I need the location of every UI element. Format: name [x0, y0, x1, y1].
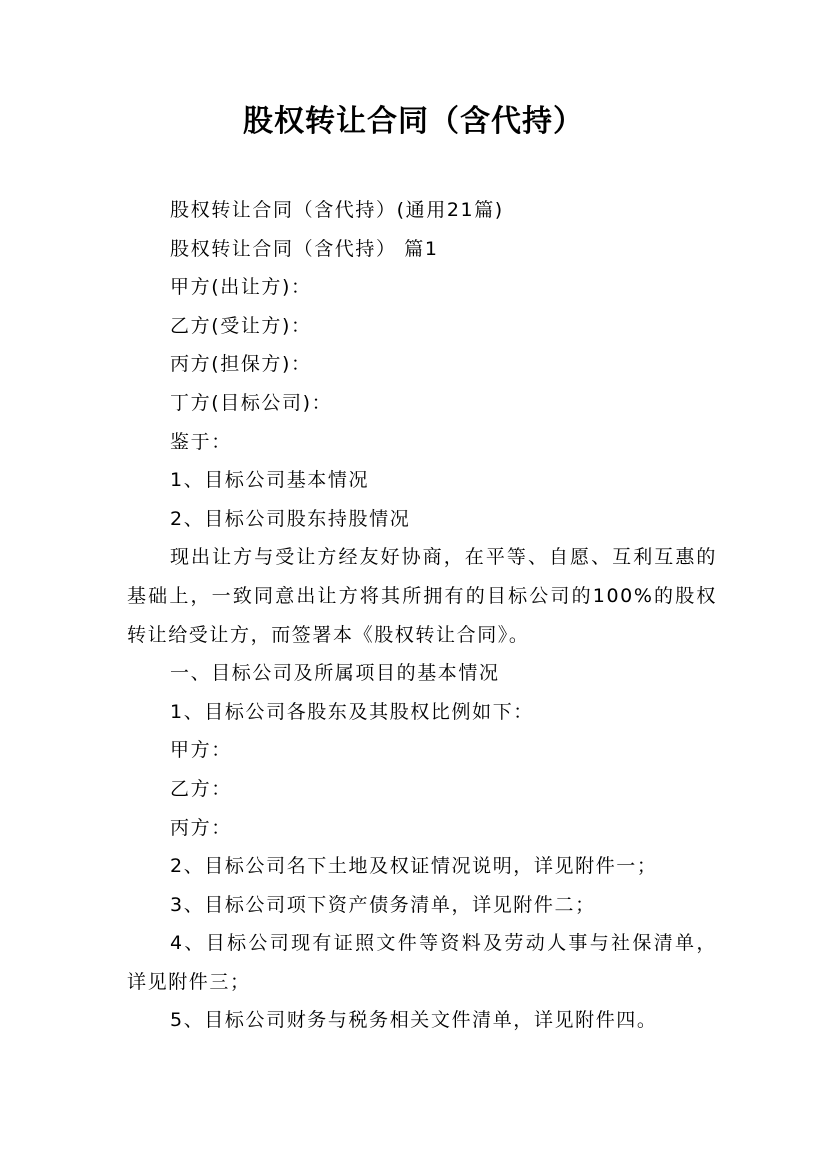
paragraph-party-b: 乙方(受让方)：: [170, 314, 312, 337]
paragraph-item: 4、目标公司现有证照文件等资料及劳动人事与社保清单，详见附件三；: [127, 932, 717, 993]
paragraph-item: 1、目标公司各股东及其股权比例如下：: [170, 700, 534, 723]
paragraph-section-heading: 一、目标公司及所属项目的基本情况: [170, 662, 500, 685]
paragraph-item: 3、目标公司项下资产债务清单，详见附件二；: [170, 893, 596, 916]
paragraph-item: 1、目标公司基本情况: [170, 469, 370, 492]
paragraph-shareholder: 甲方：: [170, 739, 232, 762]
paragraph-party-a: 甲方(出让方)：: [170, 276, 312, 299]
paragraph-shareholder: 丙方：: [170, 816, 232, 839]
paragraph-preamble: 现出让方与受让方经友好协商，在平等、自愿、互利互惠的基础上，一致同意出让方将其所拥有的目标公司的100%的股权转让给受让方，而签署本《股权转让合同》。: [127, 546, 717, 646]
paragraph-item: 5、目标公司财务与税务相关文件清单，详见附件四。: [170, 1009, 658, 1032]
paragraph-shareholder: 乙方：: [170, 777, 232, 800]
paragraph-party-d: 丁方(目标公司)：: [170, 391, 333, 414]
paragraph-party-c: 丙方(担保方)：: [170, 353, 312, 376]
paragraph-chapter-heading: 股权转让合同（含代持） 篇1: [170, 237, 439, 260]
paragraph-collection-title: 股权转让合同（含代持）(通用21篇): [170, 199, 504, 221]
paragraph-item: 2、目标公司名下土地及权证情况说明，详见附件一；: [170, 855, 658, 878]
paragraph-item: 2、目标公司股东持股情况: [170, 507, 411, 530]
paragraph-whereas: 鉴于：: [170, 430, 232, 453]
document-body: [127, 191, 717, 1040]
document-title: 股权转让合同（含代持）: [243, 104, 584, 139]
